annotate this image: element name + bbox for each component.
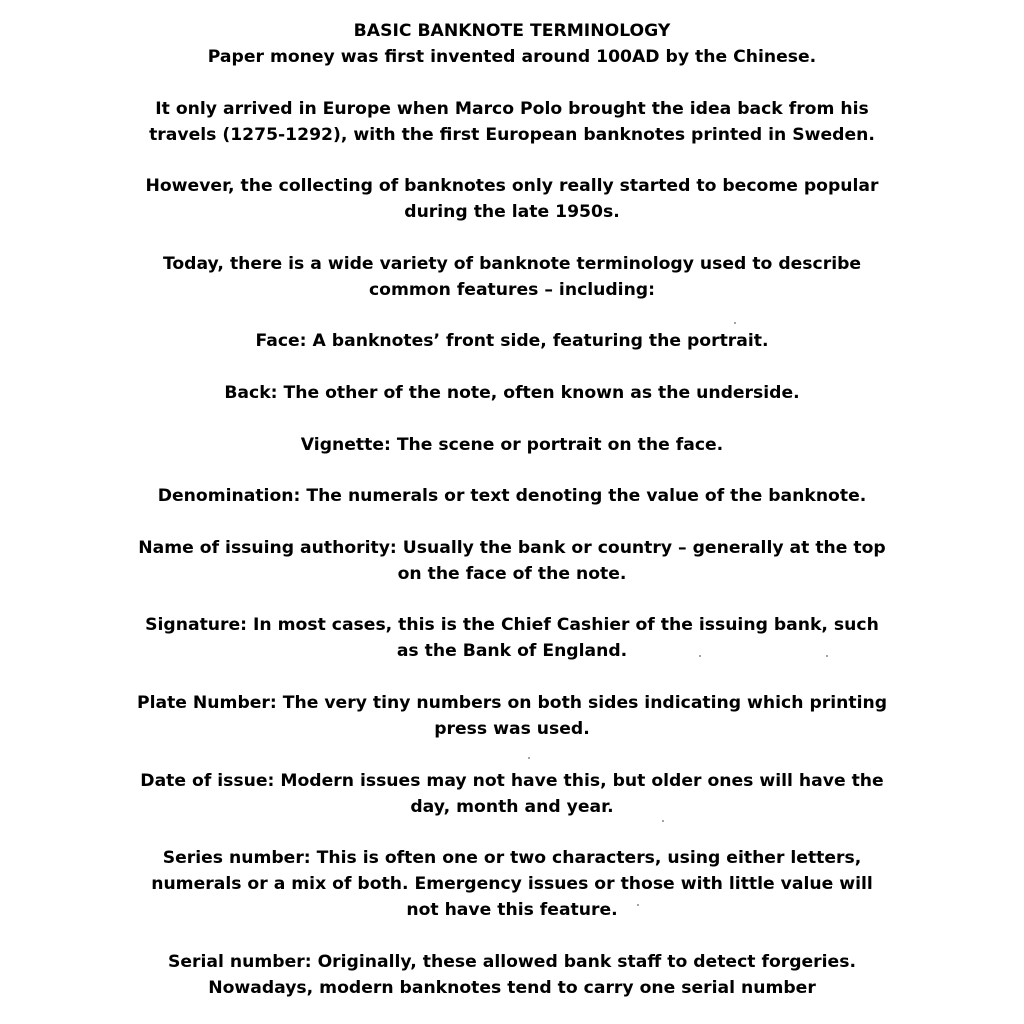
paragraph-line: Plate Number: The very tiny numbers on both sides indicating which printing	[136, 692, 888, 713]
paragraph-line: Back: The other of the note, often known as the underside.	[224, 382, 800, 403]
paragraph-line: press was used.	[434, 718, 590, 739]
paragraph-line: However, the collecting of banknotes only really started to become popular	[145, 176, 879, 197]
paragraph-collecting	[0, 173, 1024, 225]
paragraph-line: common features – including:	[368, 279, 655, 300]
term-series-number	[0, 845, 1024, 923]
term-plate-number	[0, 690, 1024, 742]
paragraph-marco-polo	[0, 96, 1024, 148]
paragraph-line: not have this feature.	[406, 900, 618, 921]
paragraph-terminology-intro	[0, 251, 1024, 303]
term-signature	[0, 612, 1024, 664]
paragraph-line: It only arrived in Europe when Marco Polo brought the idea back from his	[155, 98, 869, 119]
paragraph-line: during the late 1950s.	[404, 202, 620, 223]
paragraph-line: Face: A banknotes’ front side, featuring the portrait.	[255, 331, 769, 352]
paragraph-line: day, month and year.	[410, 796, 614, 817]
paragraph-line: Denomination: The numerals or text denoting the value of the banknote.	[157, 486, 867, 507]
scan-speck	[734, 322, 736, 324]
paragraph-line: Name of issuing authority: Usually the bank or country – generally at the top	[138, 537, 886, 558]
scan-speck	[826, 655, 828, 657]
scan-speck	[662, 820, 664, 822]
term-back	[0, 380, 1024, 406]
term-vignette	[0, 432, 1024, 458]
scan-speck	[637, 904, 639, 906]
paragraph-line: Series number: This is often one or two characters, using either letters,	[162, 848, 862, 869]
paragraph-line: Paper money was first invented around 100AD by the Chinese.	[207, 47, 817, 67]
paragraph-line: Serial number: Originally, these allowed bank staff to detect forgeries.	[168, 951, 856, 972]
paragraph-line: Date of issue: Modern issues may not have this, but older ones will have the	[140, 770, 884, 791]
paragraph-line: Signature: In most cases, this is the Chief Cashier of the issuing bank, such	[145, 615, 879, 636]
paragraph-line: on the face of the note.	[397, 563, 627, 584]
scan-speck	[699, 655, 701, 657]
paragraph-line: travels (1275-1292), with the first European banknotes printed in Sweden.	[149, 124, 875, 145]
paragraph-line: Nowadays, modern banknotes tend to carry one serial number	[208, 977, 816, 998]
term-issuing-authority	[0, 535, 1024, 587]
paragraph-line: numerals or a mix of both. Emergency issues or those with little value will	[151, 874, 873, 895]
term-serial-number	[0, 949, 1024, 1001]
document-page	[0, 18, 1024, 1001]
paragraph-line: Today, there is a wide variety of banknote terminology used to describe	[162, 253, 862, 274]
paragraph-line: as the Bank of England.	[396, 641, 628, 662]
document-title: BASIC BANKNOTE TERMINOLOGY	[353, 21, 671, 41]
paragraph-line: Vignette: The scene or portrait on the face.	[300, 434, 724, 455]
term-date-of-issue	[0, 768, 1024, 820]
paragraph-paper-money	[0, 44, 1024, 70]
term-denomination	[0, 483, 1024, 509]
term-face	[0, 328, 1024, 354]
scan-speck	[528, 757, 530, 759]
